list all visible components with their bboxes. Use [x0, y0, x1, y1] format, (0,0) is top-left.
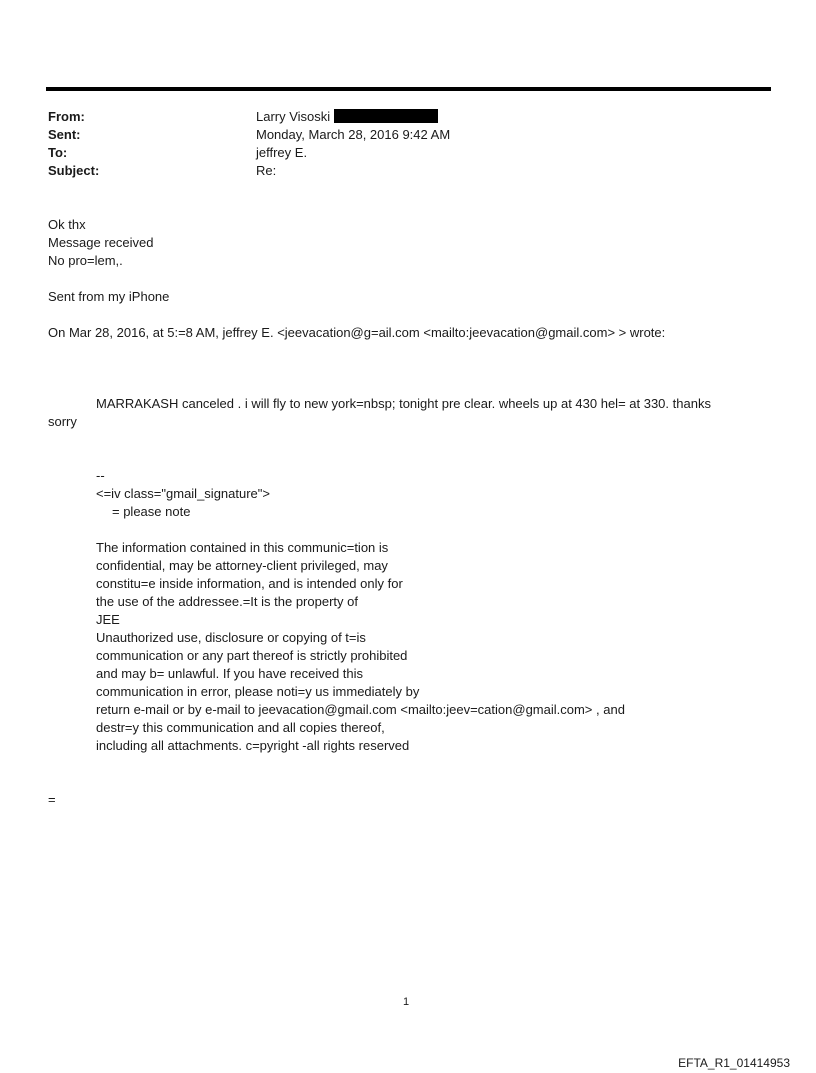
- disclaimer-line: communication in error, please noti=y us immediately by: [96, 684, 420, 699]
- sender-name: Larry Visoski: [256, 109, 331, 124]
- quoted-message-line: sorry: [48, 414, 77, 429]
- from-value: [256, 108, 716, 126]
- reply-line: Ok thx: [48, 217, 86, 232]
- signature-line: = please note: [112, 504, 191, 519]
- disclaimer-line: The information contained in this communic=tion is: [96, 540, 389, 555]
- to-value: jeffrey E.: [256, 145, 308, 160]
- disclaimer-line: JEE: [96, 612, 120, 627]
- quoted-message-line: MARRAKASH canceled . i will fly to new york=nbsp; tonight pre clear. wheels up at 430 hel= at 330. thanks: [96, 396, 711, 411]
- disclaimer-line: constitu=e inside information, and is intended only for: [96, 576, 403, 591]
- redaction-bar: [334, 109, 438, 123]
- signature-line: --: [96, 468, 105, 483]
- sent-from-line: Sent from my iPhone: [48, 289, 170, 304]
- from-label: From:: [48, 109, 85, 124]
- subject-value: Re:: [256, 163, 277, 178]
- trailing-equals: =: [48, 792, 56, 807]
- to-label: To:: [48, 145, 68, 160]
- disclaimer-line: Unauthorized use, disclosure or copying of t=is: [96, 630, 366, 645]
- disclaimer-line: communication or any part thereof is strictly prohibited: [96, 648, 408, 663]
- disclaimer-line: return e-mail or by e-mail to jeevacation@gmail.com <mailto:jeev=cation@gmail.com> , and: [96, 702, 625, 717]
- disclaimer-line: and may b= unlawful. If you have received this: [96, 666, 364, 681]
- subject-label: Subject:: [48, 163, 100, 178]
- disclaimer-line: the use of the addressee.=It is the property of: [96, 594, 358, 609]
- reply-line: Message received: [48, 235, 154, 250]
- sent-label: Sent:: [48, 127, 81, 142]
- reply-line: No pro=lem,.: [48, 253, 123, 268]
- page-number: 1: [403, 996, 410, 1008]
- quote-intro: On Mar 28, 2016, at 5:=8 AM, jeffrey E. <jeevacation@g=ail.com <mailto:jeevacation@gmail.com> > wrote:: [48, 325, 666, 340]
- disclaimer-line: confidential, may be attorney-client privileged, may: [96, 558, 388, 573]
- disclaimer-line: including all attachments. c=pyright -all rights reserved: [96, 738, 410, 753]
- bates-number: EFTA_R1_01414953: [678, 1056, 790, 1070]
- header-rule: [46, 87, 771, 91]
- sent-value: Monday, March 28, 2016 9:42 AM: [256, 127, 451, 142]
- signature-line: <=iv class="gmail_signature">: [96, 486, 270, 501]
- disclaimer-line: destr=y this communication and all copies thereof,: [96, 720, 385, 735]
